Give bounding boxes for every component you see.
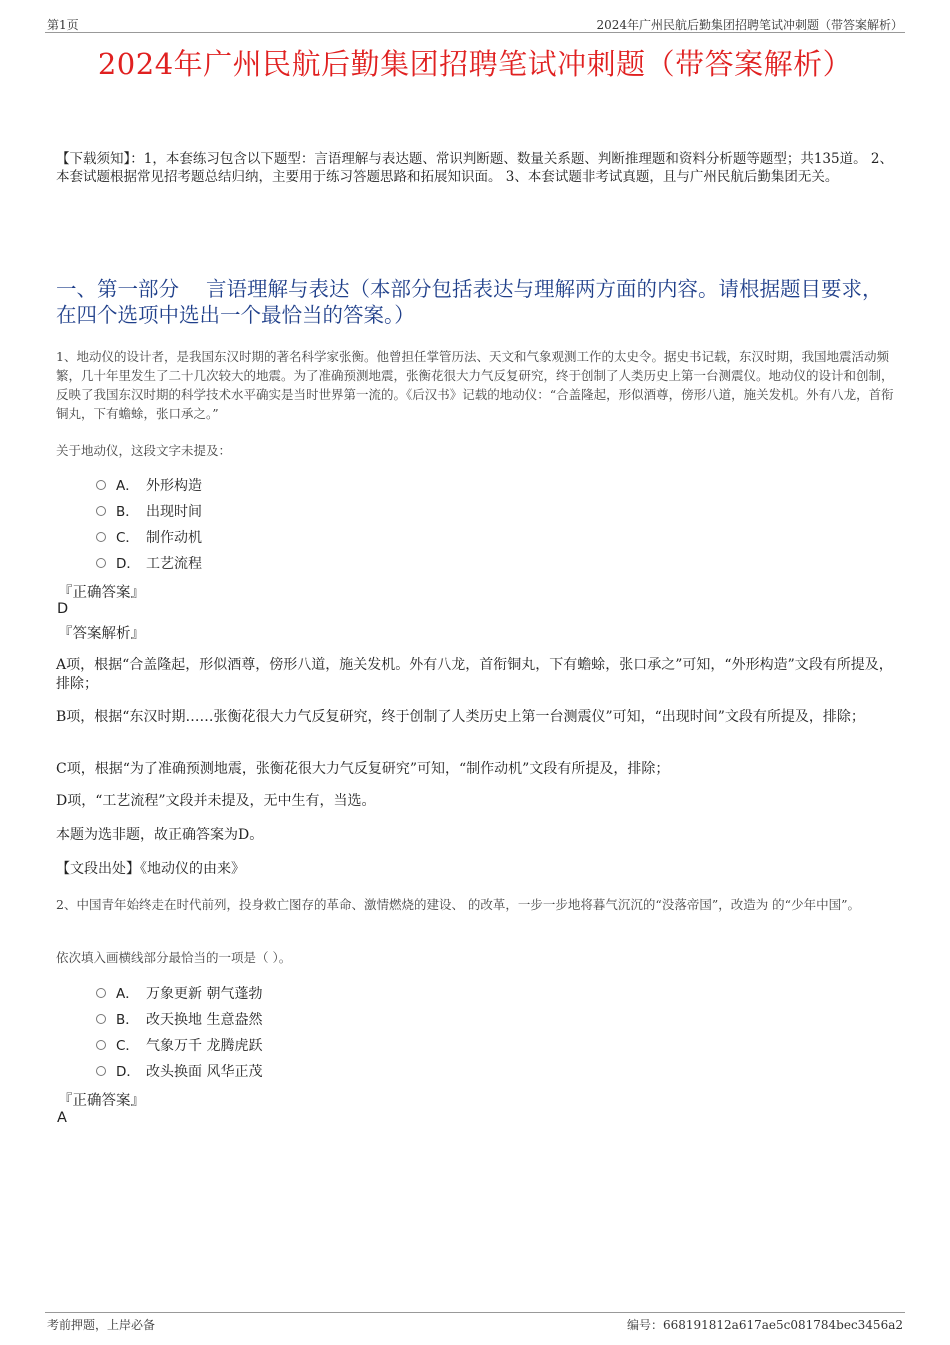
radio-icon[interactable] xyxy=(96,1066,106,1076)
answer-value: D xyxy=(57,601,69,617)
analysis-label: 『答案解析』 xyxy=(58,626,145,642)
header-doc-title: 2024年广州民航后勤集团招聘笔试冲刺题（带答案解析） xyxy=(596,18,903,32)
question-2-text: 2、中国青年始终走在时代前列，投身救亡图存的革命、激情燃烧的建设、 的改革，一步一步地将暮气沉沉的“没落帝国”，改造为 的“少年中国”。 xyxy=(56,897,860,912)
radio-icon[interactable] xyxy=(96,1040,106,1050)
analysis-paragraph: D项，“工艺流程”文段并未提及，无中生有，当选。 xyxy=(56,793,376,809)
text-source: 【文段出处】《地动仪的由来》 xyxy=(56,861,245,877)
footer-slogan: 考前押题，上岸必备 xyxy=(47,1318,156,1332)
analysis-paragraph: B项，根据“东汉时期……张衡花很大力气反复研究，终于创制了人类历史上第一台测震仪”可知，“出现时间”文段有所提及，排除； xyxy=(56,709,865,725)
page-number: 第1页 xyxy=(47,18,79,32)
page-footer xyxy=(45,1312,905,1332)
radio-icon[interactable] xyxy=(96,988,106,998)
radio-icon[interactable] xyxy=(96,558,106,568)
question-2-option-c[interactable]: C． 气象万千 龙腾虎跃 xyxy=(96,1036,262,1056)
radio-icon[interactable] xyxy=(96,480,106,490)
answer-value: A xyxy=(57,1110,67,1126)
download-notice: 【下载须知】：1，本套练习包含以下题型：言语理解与表达题、常识判断题、数量关系题、判断推理题和资料分析题等题型；共135道。 2、本套试题根据常见招考题总结归纳，主要用于练习答题思路和拓展知识面。 3、本套试题非考试真题，且与广州民航后勤集团无关。 xyxy=(56,151,893,185)
radio-icon[interactable] xyxy=(96,1014,106,1024)
page-header xyxy=(45,14,905,33)
question-2-prompt: 依次填入画横线部分最恰当的一项是（ ）。 xyxy=(56,950,292,965)
analysis-paragraph: A项，根据“合盖隆起，形似酒尊，傍形八道，施关发机。外有八龙，首衔铜丸，下有蟾蜍，张口承之”可知，“外形构造”文段有所提及，排除； xyxy=(56,657,893,692)
section-heading: 一、第一部分 言语理解与表达（本部分包括表达与理解两方面的内容。请根据题目要求，在四个选项中选出一个最恰当的答案。） xyxy=(56,277,883,327)
analysis-paragraph: C项，根据“为了准确预测地震，张衡花很大力气反复研究”可知，“制作动机”文段有所提及，排除； xyxy=(56,761,670,777)
radio-icon[interactable] xyxy=(96,532,106,542)
question-2-option-b[interactable]: B． 改天换地 生意盎然 xyxy=(96,1010,262,1030)
question-1-option-b[interactable]: B． 出现时间 xyxy=(96,502,202,522)
answer-label: 『正确答案』 xyxy=(58,1093,145,1109)
question-1-option-a[interactable]: A． 外形构造 xyxy=(96,476,202,496)
document-title: 2024年广州民航后勤集团招聘笔试冲刺题（带答案解析） xyxy=(97,47,853,81)
question-1-text: 1、地动仪的设计者，是我国东汉时期的著名科学家张衡。他曾担任掌管历法、天文和气象观测工作的太史令。据史书记载，东汉时期，我国地震活动频繁，几十年里发生了二十几次较大的地震。为了准确预测地震，张衡花很大力气反复研究，终于创制了人类历史上第一台测震仪。地动仪的设计和创制，反映了我国东汉时期的科学技术水平确实是当时世界第一流的。《后汉书》记载的地动仪：“合盖隆起，形似酒尊，傍形八道，施关发机。外有八龙，首衔铜丸，下有蟾蜍，张口承之。” xyxy=(56,349,894,421)
document-code: 编号：668191812a617ae5c081784bec3456a2 xyxy=(626,1318,903,1332)
question-2-option-a[interactable]: A． 万象更新 朝气蓬勃 xyxy=(96,984,262,1004)
question-1-option-c[interactable]: C． 制作动机 xyxy=(96,528,202,548)
radio-icon[interactable] xyxy=(96,506,106,516)
question-2-option-d[interactable]: D． 改头换面 风华正茂 xyxy=(96,1062,262,1082)
question-1-option-d[interactable]: D． 工艺流程 xyxy=(96,554,202,574)
question-1-prompt: 关于地动仪，这段文字未提及： xyxy=(56,443,232,458)
analysis-conclusion: 本题为选非题，故正确答案为D。 xyxy=(56,827,264,843)
answer-label: 『正确答案』 xyxy=(58,585,145,601)
